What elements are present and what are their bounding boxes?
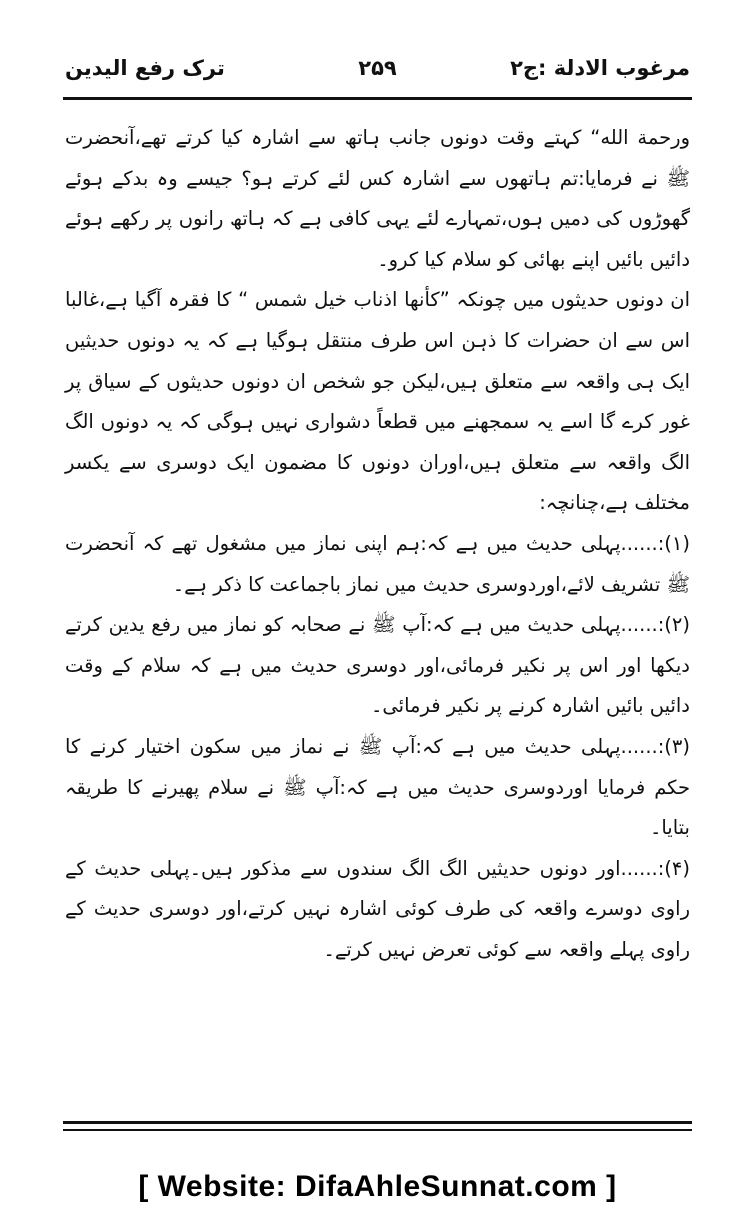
paragraph: (۴):......اور دونوں حدیثیں الگ الگ سندوں سے مذکور ہیں۔پہلی حدیث کے راوی دوسرے واقعہ کی طرف کوئی اشارہ نہیں کرتے،اور دوسری حدیث کے راوی پہلے واقعہ سے کوئی تعرض نہیں کرتے۔ <box>65 856 690 961</box>
paragraph: (۱):......پہلی حدیث میں ہے کہ:ہم اپنی نماز میں مشغول تھے کہ آنحضرت ﷺ تشریف لائے،اوردوسری حدیث میں نماز باجماعت کا ذکر ہے۔ <box>65 531 690 596</box>
body-text <box>65 118 690 970</box>
page-header <box>65 56 690 92</box>
chapter-title: ترک رفع الیدین <box>65 56 225 80</box>
header-rule <box>63 97 692 100</box>
website-footer: [ Website: DifaAhleSunnat.com ] <box>138 1170 617 1203</box>
paragraph: ان دونوں حدیثوں میں چونکہ ”کأنها اذناب خیل شمس “ کا فقرہ آگیا ہے،غالبا اس سے ان حضرات کا ذہن اس طرف منتقل ہوگیا ہے کہ یہ دونوں حدیثیں ایک ہی واقعہ سے متعلق ہیں،لیکن جو شخص ان دونوں حدیثوں کے سیاق پر غور کرے گا اسے یہ سمجھنے میں قطعاً دشواری نہیں ہوگی کہ یہ دونوں الگ الگ واقعہ سے متعلق ہیں،اوران دونوں کا مضمون ایک دوسری سے یکسر مختلف ہے،چنانچہ: <box>65 288 690 515</box>
paragraph: (۳):......پہلی حدیث میں ہے کہ:آپ ﷺ نے نماز میں سکون اختیار کرنے کا حکم فرمایا اوردوسری حدیث میں ہے کہ:آپ ﷺ نے سلام پھیرنے کا طریقہ بتایا۔ <box>65 734 690 840</box>
paragraph: (۲):......پہلی حدیث میں ہے کہ:آپ ﷺ نے صحابہ کو نماز میں رفع یدین کرتے دیکھا اور اس پر نکیر فرمائی،اور دوسری حدیث میں ہے کہ سلام کے وقت دائیں بائیں اشارہ کرنے پر نکیر فرمائی۔ <box>65 613 690 718</box>
footer-rule-top <box>63 1121 692 1124</box>
paragraph: ورحمة الله“ کہتے وقت دونوں جانب ہاتھ سے اشارہ کیا کرتے تھے،آنحضرت ﷺ نے فرمایا:تم ہاتھوں سے اشارہ کس لئے کرتے ہو؟ جیسے وہ بدکے ہوئے گھوڑوں کی دمیں ہوں،تمہارے لئے یہی کافی ہے کہ ہاتھ رانوں پر رکھے ہوئے دائیں بائیں اپنے بھائی کو سلام کیا کرو۔ <box>65 126 690 271</box>
footer-rule-bottom <box>63 1129 692 1131</box>
book-title: مرغوب الادلة :ج۲ <box>510 56 690 80</box>
page-number: ۲۵۹ <box>358 56 397 80</box>
